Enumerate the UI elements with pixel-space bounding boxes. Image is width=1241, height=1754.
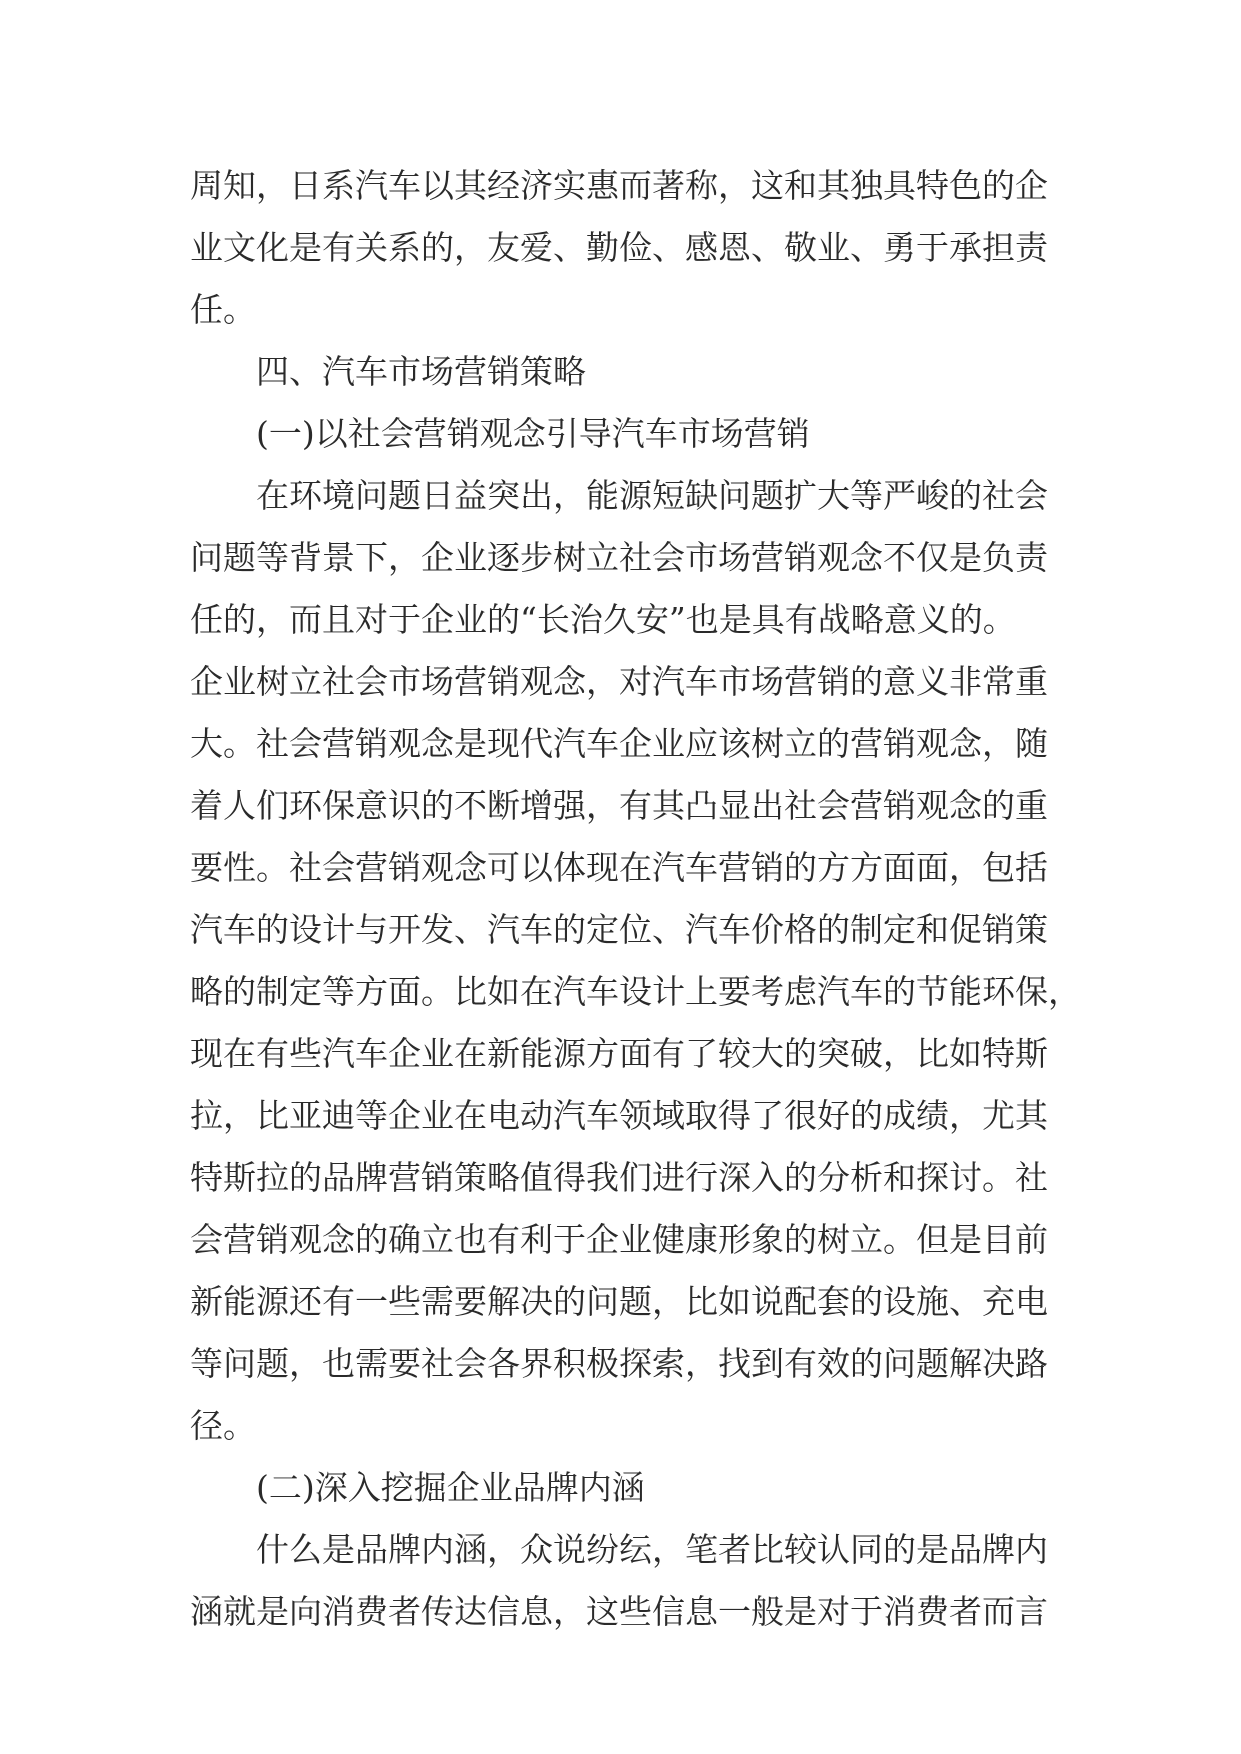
text-line: 什么是品牌内涵，众说纷纭，笔者比较认同的是品牌内 [256, 1530, 1048, 1569]
text-line: 会营销观念的确立也有利于企业健康形象的树立。但是目前 [190, 1220, 1048, 1259]
text-line: 要性。社会营销观念可以体现在汽车营销的方方面面，包括 [190, 848, 1048, 887]
text-line: 大。社会营销观念是现代汽车企业应该树立的营销观念，随 [190, 724, 1048, 763]
text-line: 任。 [190, 290, 256, 329]
text-line: 周知，日系汽车以其经济实惠而著称，这和其独具特色的企 [190, 166, 1048, 205]
text-line: 径。 [190, 1406, 256, 1445]
text-line: 略的制定等方面。比如在汽车设计上要考虑汽车的节能环保， [190, 972, 1081, 1011]
text-line: 新能源还有一些需要解决的问题，比如说配套的设施、充电 [190, 1282, 1048, 1321]
text-line: 业文化是有关系的，友爱、勤俭、感恩、敬业、勇于承担责 [190, 228, 1048, 267]
text-line: 着人们环保意识的不断增强，有其凸显出社会营销观念的重 [190, 786, 1048, 825]
subsection-heading: (一)以社会营销观念引导汽车市场营销 [256, 414, 810, 453]
text-line: 问题等背景下，企业逐步树立社会市场营销观念不仅是负责 [190, 538, 1048, 577]
text-line: 等问题，也需要社会各界积极探索，找到有效的问题解决路 [190, 1344, 1048, 1383]
text-line: 涵就是向消费者传达信息，这些信息一般是对于消费者而言 [190, 1592, 1048, 1631]
text-line: 汽车的设计与开发、汽车的定位、汽车价格的制定和促销策 [190, 910, 1048, 949]
text-line: 特斯拉的品牌营销策略值得我们进行深入的分析和探讨。社 [190, 1158, 1048, 1197]
text-line: 任的，而且对于企业的“长治久安”也是具有战略意义的。 [190, 600, 1016, 639]
text-line: 企业树立社会市场营销观念，对汽车市场营销的意义非常重 [190, 662, 1048, 701]
section-heading: 四、汽车市场营销策略 [256, 352, 586, 391]
text-line: 现在有些汽车企业在新能源方面有了较大的突破，比如特斯 [190, 1034, 1048, 1073]
text-line: 拉，比亚迪等企业在电动汽车领域取得了很好的成绩，尤其 [190, 1096, 1048, 1135]
subsection-heading: (二)深入挖掘企业品牌内涵 [256, 1468, 645, 1507]
text-line: 在环境问题日益突出，能源短缺问题扩大等严峻的社会 [256, 476, 1048, 515]
